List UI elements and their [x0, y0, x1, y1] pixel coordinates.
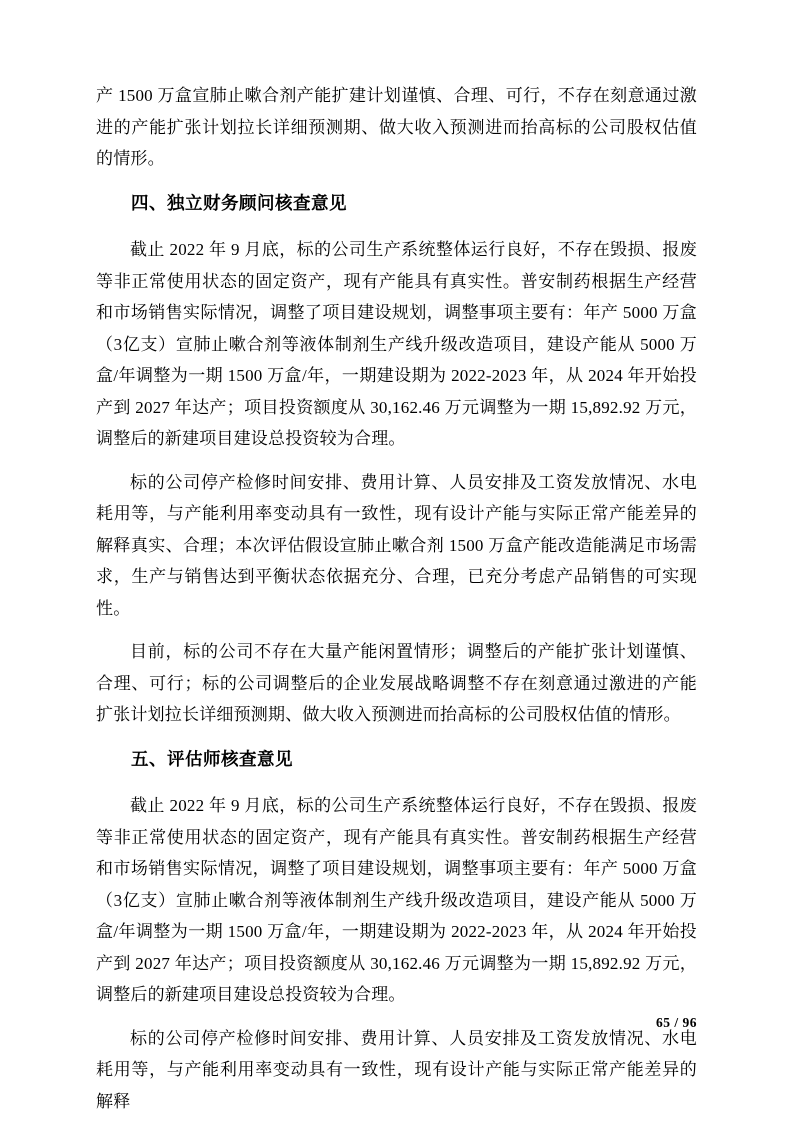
section-heading-financial-advisor-opinion: 四、独立财务顾问核查意见	[131, 193, 347, 214]
page-number: 65 / 96	[655, 1015, 697, 1030]
section-heading-appraiser-opinion: 五、评估师核查意见	[131, 749, 293, 770]
paragraph-continuation: 产 1500 万盒宣肺止嗽合剂产能扩建计划谨慎、合理、可行，不存在刻意通过激进的产能扩张计划拉长详细预测期、做大收入预测进而抬高标的公司股权估值的情形。	[96, 86, 697, 168]
section5-paragraph-1: 截止 2022 年 9 月底，标的公司生产系统整体运行良好，不存在毁损、报废等非正常使用状态的固定资产，现有产能具有真实性。普安制药根据生产经营和市场销售实际情况，调整了项目建设规划，调整事项主要有：年产 5000 万盒（3亿支）宣肺止嗽合剂等液体制剂生产线升级改造项目，建设产能从 5000 万盒/年调整为一期 1500 万盒/年，一期建设期为 2022-2023 年，从 2024 年开始投产到 2027 年达产；项目投资额度从 30,162.46 万元调整为一期 15,892.92 万元，调整后的新建项目建设总投资较为合理。	[96, 796, 697, 1004]
section4-paragraph-1: 截止 2022 年 9 月底，标的公司生产系统整体运行良好，不存在毁损、报废等非正常使用状态的固定资产，现有产能具有真实性。普安制药根据生产经营和市场销售实际情况，调整了项目建设规划，调整事项主要有：年产 5000 万盒（3亿支）宣肺止嗽合剂等液体制剂生产线升级改造项目，建设产能从 5000 万盒/年调整为一期 1500 万盒/年，一期建设期为 2022-2023 年，从 2024 年开始投产到 2027 年达产；项目投资额度从 30,162.46 万元调整为一期 15,892.92 万元，调整后的新建项目建设总投资较为合理。	[96, 240, 697, 448]
section4-paragraph-2: 标的公司停产检修时间安排、费用计算、人员安排及工资发放情况、水电耗用等，与产能利用率变动具有一致性，现有设计产能与实际正常产能差异的解释真实、合理；本次评估假设宣肺止嗽合剂 1500 万盒产能改造能满足市场需求，生产与销售达到平衡状态依据充分、合理，已充分考虑产品销售的可实现性。	[96, 472, 697, 618]
section5-paragraph-2-truncated: 标的公司停产检修时间安排、费用计算、人员安排及工资发放情况、水电耗用等，与产能利用率变动具有一致性，现有设计产能与实际正常产能差异的解释	[96, 1028, 697, 1111]
document-body	[96, 80, 697, 1122]
section4-paragraph-3: 目前，标的公司不存在大量产能闲置情形；调整后的产能扩张计划谨慎、合理、可行；标的公司调整后的企业发展战略调整不存在刻意通过激进的产能扩张计划拉长详细预测期、做大收入预测进而抬高标的公司股权估值的情形。	[96, 642, 697, 724]
